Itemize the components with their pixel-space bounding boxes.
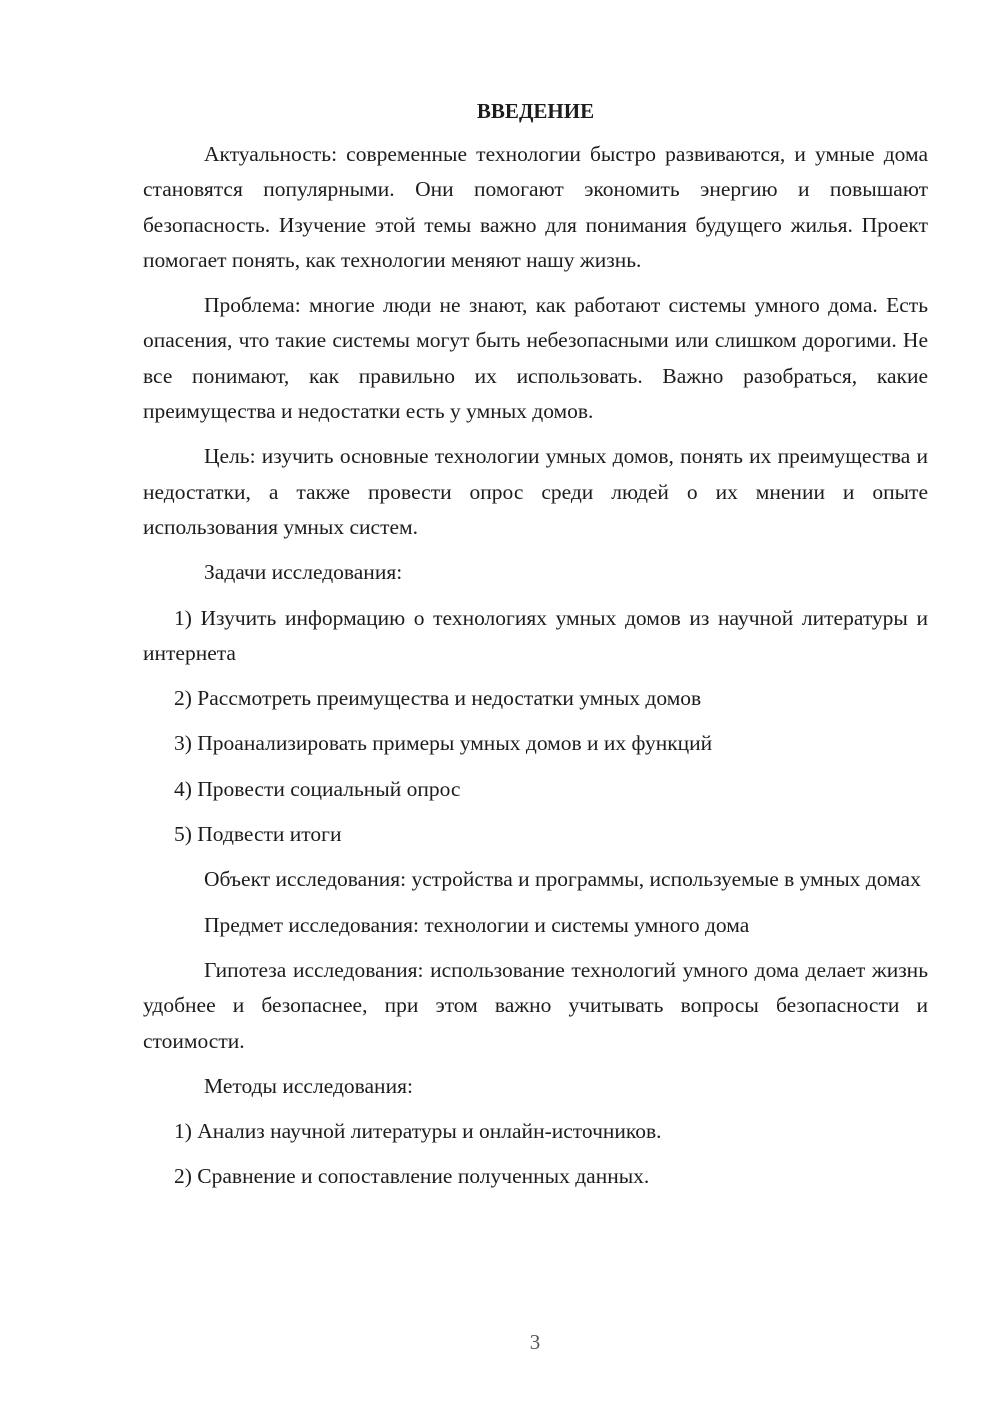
page-number: 3 [529,1330,541,1354]
task-item-2: 2) Рассмотреть преимущества и недостатки умных домов [174,686,702,711]
document-page [143,96,928,1205]
method-item-1: 1) Анализ научной литературы и онлайн-источников. [174,1119,662,1144]
paragraph-subject: Предмет исследования: технологии и системы умного дома [204,912,750,937]
paragraph-object: Объект исследования: устройства и программы, используемые в умных домах [204,867,921,892]
methods-heading: Методы исследования: [204,1073,413,1098]
task-item-5: 5) Подвести итоги [174,822,342,847]
tasks-heading: Задачи исследования: [204,560,403,585]
paragraph-problem: Проблема: многие люди не знают, как работают системы умного дома. Есть опасения, что такие системы могут быть небезопасными или слишком дорогими. Не все понимают, как правильно их использовать. Важно разобраться, какие преимущества и недостатки есть у умных домов. [143,293,928,424]
task-item-1: 1) Изучить информацию о технологиях умных домов из научной литературы и интернета [143,605,928,665]
task-item-3: 3) Проанализировать примеры умных домов и их функций [174,731,713,756]
paragraph-goal: Цель: изучить основные технологии умных домов, понять их преимущества и недостатки, а также провести опрос среди людей о их мнении и опыте использования умных систем. [143,444,928,539]
method-item-2: 2) Сравнение и сопоставление полученных данных. [174,1164,650,1189]
section-title: ВВЕДЕНИЕ [476,99,595,123]
task-item-4: 4) Провести социальный опрос [174,776,461,801]
paragraph-hypothesis: Гипотеза исследования: использование технологий умного дома делает жизнь удобнее и безопаснее, при этом важно учитывать вопросы безопасности и стоимости. [143,957,928,1053]
paragraph-relevance: Актуальность: современные технологии быстро развиваются, и умные дома становятся популярными. Они помогают экономить энергию и повышают безопасность. Изучение этой темы важно для понимания будущего жилья. Проект помогает понять, как технологии меняют нашу жизнь. [143,142,928,272]
